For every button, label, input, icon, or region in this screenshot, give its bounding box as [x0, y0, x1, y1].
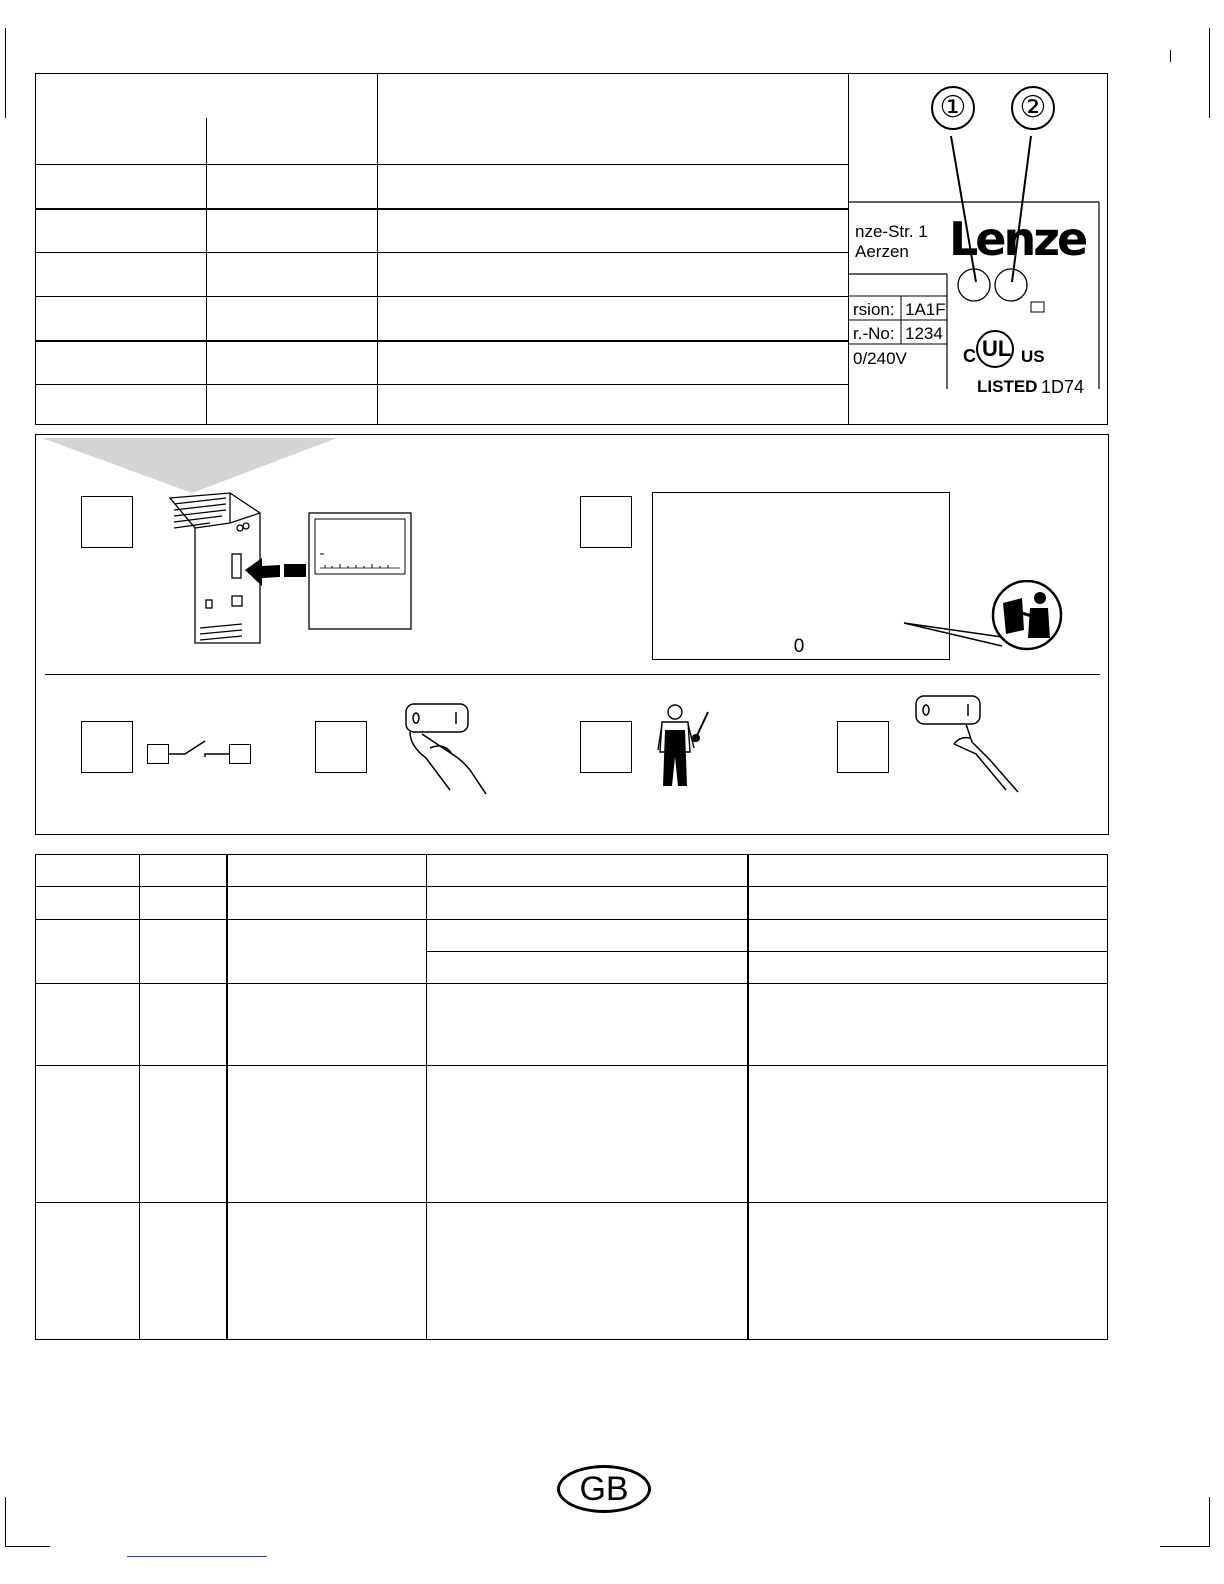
serial-value: 1234	[905, 324, 943, 343]
contact-box-left	[147, 744, 169, 764]
ul-us-mark: US	[1021, 347, 1045, 366]
nameplate-image	[849, 74, 1107, 424]
ul-c-mark: C	[963, 346, 976, 366]
footer-underline	[127, 1556, 267, 1557]
power-on-switch-icon	[910, 690, 1030, 795]
serial-label: r.-No:	[853, 324, 895, 343]
crop-mark	[5, 28, 6, 118]
version-label: rsion:	[853, 300, 895, 319]
version-value: 1A1F	[905, 300, 946, 319]
crop-mark	[5, 1497, 6, 1547]
diagnostics-table	[35, 854, 1108, 1340]
step-box-4	[315, 721, 367, 773]
callout-2: ②	[1011, 86, 1055, 130]
lenze-logo: Lenze	[949, 212, 1086, 266]
device-illustration	[160, 488, 420, 648]
step-box-1	[81, 496, 133, 548]
open-switch-icon	[168, 735, 230, 765]
callout-1: ①	[931, 86, 975, 130]
step-box-6	[837, 721, 889, 773]
procedure-divider	[45, 674, 1100, 675]
listed-mark: LISTED	[977, 377, 1038, 396]
display-value: 0	[793, 636, 805, 657]
crop-mark	[5, 1546, 50, 1547]
listed-code: 1D74	[1041, 377, 1085, 397]
power-off-switch-icon	[400, 698, 495, 798]
crop-mark	[1209, 1497, 1210, 1547]
ul-logo: UL	[982, 336, 1012, 361]
voltage-rating: 0/240V	[853, 349, 907, 368]
crop-mark	[1170, 50, 1171, 62]
step-box-2	[580, 496, 632, 548]
technician-icon	[650, 702, 720, 792]
address-line2: Aerzen	[855, 242, 909, 261]
address-line1: nze-Str. 1	[855, 222, 928, 241]
crop-mark	[1209, 28, 1210, 118]
read-manual-icon	[900, 580, 1070, 660]
country-badge: GB	[557, 1465, 651, 1513]
crop-mark	[1160, 1546, 1210, 1547]
step-box-5	[580, 721, 632, 773]
contact-box-right	[229, 744, 251, 764]
step-box-3	[81, 721, 133, 773]
